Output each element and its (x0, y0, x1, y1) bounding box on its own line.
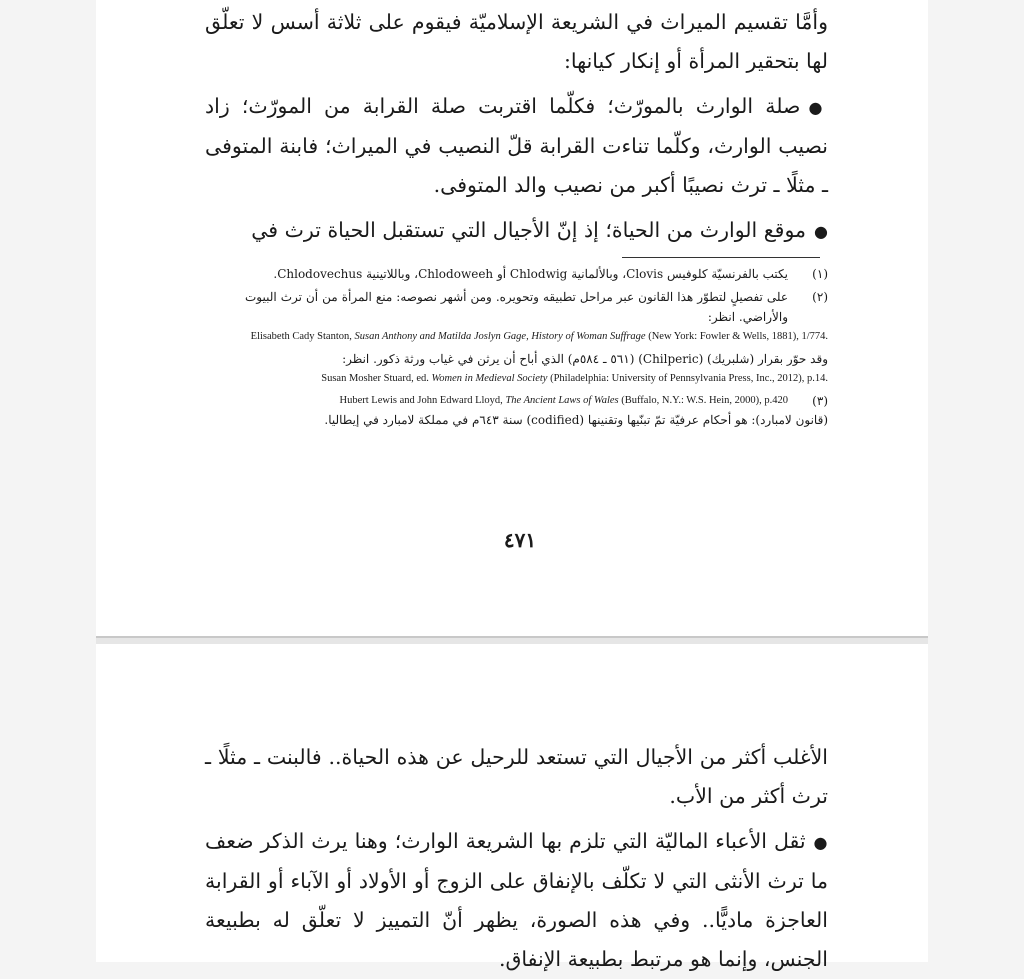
footnote-3 (205, 391, 828, 430)
citation-details: (New York: Fowler & Wells, 1881), 1/774. (645, 331, 828, 342)
bullet-2-text: موقع الوارث من الحياة؛ إذ إنّ الأجيال التي تستقبل الحياة ترث في (251, 218, 807, 242)
bullet-paragraph-3 (205, 822, 828, 979)
footnote-number: (٢) (812, 290, 828, 304)
footnote-2 (205, 287, 828, 388)
footnote-text: (قانون لامبارد): هو أحكام عرفيّة تمّ تبنّيها وتقنينها (codified) سنة ٦٤٣م في مملكة لامبارد في إيطاليا. (324, 413, 828, 427)
main-text-top (205, 3, 828, 251)
footnote-text: يكتب بالفرنسيّة كلوفيس Clovis، وبالألمانية Chlodwig أو Chlodoweeh، وباللاتينية Chlodovechus. (273, 267, 788, 281)
citation-author: Susan Mosher Stuard, ed. (321, 373, 432, 384)
citation-details: (Buffalo, N.Y.: W.S. Hein, 2000), p.420 (618, 395, 788, 406)
bullet-icon: ● (813, 833, 828, 852)
continuation-paragraph: الأغلب أكثر من الأجيال التي تستعد للرحيل عن هذه الحياة.. فالبنت ـ مثلًا ـ ترث أكثر من الأب. (205, 745, 828, 808)
bullet-icon: ● (814, 222, 828, 241)
footnote-3-body (205, 391, 828, 430)
bullet-paragraph-2 (205, 211, 828, 251)
citation (205, 327, 828, 346)
citation-title: The Ancient Laws of Wales (505, 395, 619, 406)
citation (205, 369, 828, 388)
page-number: ٤٧١ (503, 528, 537, 552)
main-text-bottom (205, 738, 828, 979)
citation-author: Hubert Lewis and John Edward Lloyd, (339, 395, 506, 406)
citation-details: (Philadelphia: University of Pennsylvania Press, Inc., 2012), p.14. (547, 373, 828, 384)
footnote-number: (٣) (812, 394, 828, 408)
bullet-paragraph-1 (205, 87, 828, 205)
footnote-separator (622, 257, 820, 258)
citation-title: Women in Medieval Society (431, 373, 548, 384)
bullet-icon: ● (808, 98, 828, 117)
citation-author: Elisabeth Cady Stanton, (250, 331, 355, 342)
footnote-text: على تفصيلٍ لتطوّر هذا القانون عبر مراحل تطبيقه وتحويره. ومن أشهر نصوصه: منع المرأة من أن ترث البيوت والأراضي. انظر: (245, 290, 788, 324)
bullet-1-text: صلة الوارث بالمورّث؛ فكلّما اقتربت صلة القرابة من المورّث؛ زاد نصيب الوارث، وكلّما تناءت القرابة قلّ النصيب في الميراث؛ فابنة المتوفى ـ مثلًا ـ ترث نصيبًا أكبر من نصيب والد المتوفى. (205, 94, 828, 197)
citation (205, 391, 788, 410)
footnote-text: وقد حوّر بقرار (شلبريك) (Chilperic) (٥٦١ ـ ٥٨٤م) الذي أباح أن يرثن في غياب ورثة ذكور. انظر: (342, 352, 828, 366)
footnote-2-body (205, 287, 828, 388)
footnote-number: (١) (812, 267, 828, 281)
footnotes (205, 264, 828, 430)
footnote-1 (205, 264, 828, 284)
intro-paragraph: وأمَّا تقسيم الميراث في الشريعة الإسلاميّة فيقوم على ثلاثة أسس لا تعلّق لها بتحقير المرأة أو إنكار كيانها: (205, 10, 828, 73)
citation-title: Susan Anthony and Matilda Joslyn Gage, History of Woman Suffrage (354, 331, 646, 342)
bullet-3-text: ثقل الأعباء الماليّة التي تلزم بها الشريعة الوارث؛ وهنا يرث الذكر ضعف ما ترث الأنثى التي لا تكلّف بالإنفاق على الزوج أو الأولاد أو الآباء أو القرابة العاجزة ماديًّا.. وفي هذه الصورة، يظهر أنّ التمييز لا تعلّق له بطبيعة الجنس، وإنما هو مرتبط بطبيعة الإنفاق. (205, 829, 828, 971)
